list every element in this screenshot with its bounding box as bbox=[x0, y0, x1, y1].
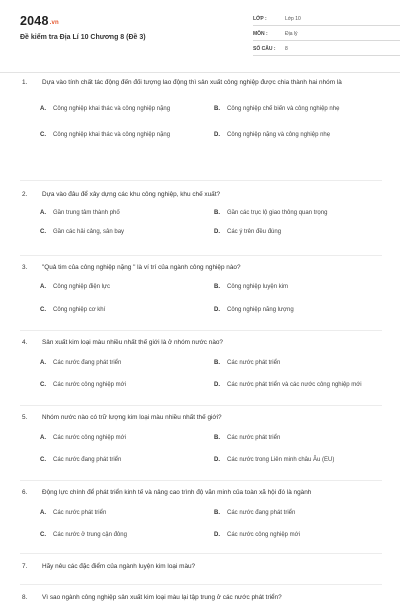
meta-subject bbox=[253, 28, 400, 41]
question-list bbox=[20, 78, 382, 601]
option-letter: A. bbox=[40, 106, 46, 112]
exam-title: Đề kiểm tra Địa Lí 10 Chương 8 (Đề 3) bbox=[20, 34, 146, 41]
option-text: Các nước đang phát triển bbox=[53, 457, 122, 463]
question-body: "Quả tim của công nghiệp nặng " là ví trí của ngành công nghiệp nào? bbox=[42, 264, 241, 271]
option-text: Các nước trong Liên minh châu Âu (EU) bbox=[227, 457, 335, 463]
option-text: Công nghiệp năng lượng bbox=[227, 307, 294, 313]
question-text bbox=[20, 190, 382, 199]
option-row bbox=[40, 131, 382, 140]
exam-meta bbox=[253, 13, 400, 58]
option-b[interactable] bbox=[214, 105, 382, 114]
option-text: Công nghiệp chế biến và công nghiệp nhẹ bbox=[227, 106, 340, 112]
question-body: Dựa vào đâu để xây dựng các khu công nghiệp, khu chế xuất? bbox=[42, 191, 221, 198]
option-text: Các nước đang phát triển bbox=[53, 360, 122, 366]
option-letter: A. bbox=[40, 510, 46, 516]
option-a[interactable] bbox=[40, 283, 208, 292]
question-body: Nhóm nước nào có trữ lượng kim loại màu nhiều nhất thế giới? bbox=[42, 414, 222, 421]
meta-class bbox=[253, 13, 400, 26]
option-text: Các ý trên đều đúng bbox=[227, 229, 282, 235]
question-number: 5. bbox=[22, 414, 28, 421]
option-text: Các nước phát triển và các nước công nghiệp mới bbox=[227, 382, 362, 388]
question-8 bbox=[20, 593, 382, 602]
option-letter: A. bbox=[40, 360, 46, 366]
option-text: Gần các trục lộ giao thông quan trọng bbox=[227, 210, 328, 216]
option-b[interactable] bbox=[214, 359, 382, 368]
question-separator bbox=[20, 405, 382, 406]
question-text bbox=[20, 593, 382, 602]
option-c[interactable] bbox=[40, 381, 208, 390]
header bbox=[20, 0, 382, 62]
option-a[interactable] bbox=[40, 509, 208, 518]
site-logo[interactable]: 2048.vn bbox=[20, 14, 59, 28]
question-number: 8. bbox=[22, 594, 28, 601]
option-text: Công nghiệp khai thác và công nghiệp nặng bbox=[53, 106, 171, 112]
question-text bbox=[20, 263, 382, 272]
question-1 bbox=[20, 78, 382, 138]
option-text: Công nghiệp cơ khí bbox=[53, 307, 106, 313]
question-body: Dựa vào tính chất tác động đến đối tượng lao động thì sản xuất công nghiệp được chia thành hai nhóm là bbox=[42, 79, 342, 86]
option-text: Các nước phát triển bbox=[53, 510, 107, 516]
option-c[interactable] bbox=[40, 456, 208, 465]
option-text: Các nước công nghiệp mới bbox=[53, 382, 126, 388]
option-text: Các nước phát triển bbox=[227, 360, 281, 366]
option-a[interactable] bbox=[40, 434, 208, 443]
option-d[interactable] bbox=[214, 531, 382, 540]
option-c[interactable] bbox=[40, 131, 208, 140]
header-divider bbox=[0, 72, 400, 73]
option-letter: C. bbox=[40, 132, 46, 138]
option-row bbox=[40, 283, 382, 292]
option-letter: C. bbox=[40, 457, 46, 463]
option-row bbox=[40, 209, 382, 218]
meta-label: SỐ CÂU : bbox=[253, 46, 276, 52]
option-letter: A. bbox=[40, 435, 46, 441]
question-text bbox=[20, 338, 382, 347]
option-letter: B. bbox=[214, 435, 220, 441]
meta-question-count bbox=[253, 43, 400, 56]
question-number: 1. bbox=[22, 79, 28, 86]
option-row bbox=[40, 531, 382, 540]
option-letter: D. bbox=[214, 532, 220, 538]
question-body: Hãy nêu các đặc điểm của ngành luyện kim loại màu? bbox=[42, 563, 196, 570]
option-text: Công nghiệp nặng và công nghiệp nhẹ bbox=[227, 132, 331, 138]
option-text: Các nước phát triển bbox=[227, 435, 281, 441]
option-a[interactable] bbox=[40, 105, 208, 114]
question-number: 7. bbox=[22, 563, 28, 570]
option-letter: D. bbox=[214, 229, 220, 235]
question-6 bbox=[20, 488, 382, 538]
option-text: Các nước công nghiệp mới bbox=[53, 435, 126, 441]
option-letter: D. bbox=[214, 132, 220, 138]
option-letter: C. bbox=[40, 532, 46, 538]
question-separator bbox=[20, 584, 382, 585]
question-number: 2. bbox=[22, 191, 28, 198]
option-text: Công nghiệp khai thác và công nghiệp nặng bbox=[53, 132, 171, 138]
option-text: Gần các hải cảng, sân bay bbox=[53, 229, 125, 235]
option-letter: C. bbox=[40, 229, 46, 235]
meta-value: Lớp 10 bbox=[285, 16, 301, 22]
option-text: Các nước ở trung cận đông bbox=[53, 532, 127, 538]
option-text: Công nghiệp điện lực bbox=[53, 284, 111, 290]
option-b[interactable] bbox=[214, 509, 382, 518]
question-5 bbox=[20, 413, 382, 463]
question-separator bbox=[20, 480, 382, 481]
option-letter: A. bbox=[40, 284, 46, 290]
question-text bbox=[20, 78, 382, 87]
option-row bbox=[40, 381, 382, 390]
meta-value: 8 bbox=[285, 46, 288, 52]
option-b[interactable] bbox=[214, 283, 382, 292]
question-body: Động lực chính để phát triển kinh tế và nâng cao trình độ văn minh của toàn xã hội đó là ngành bbox=[42, 489, 312, 496]
option-b[interactable] bbox=[214, 209, 382, 218]
option-letter: C. bbox=[40, 382, 46, 388]
option-c[interactable] bbox=[40, 531, 208, 540]
option-letter: B. bbox=[214, 284, 220, 290]
option-d[interactable] bbox=[214, 131, 382, 140]
question-text bbox=[20, 413, 382, 422]
option-b[interactable] bbox=[214, 434, 382, 443]
question-text bbox=[20, 488, 382, 497]
option-letter: D. bbox=[214, 307, 220, 313]
option-a[interactable] bbox=[40, 209, 208, 218]
option-text: Công nghiệp luyện kim bbox=[227, 284, 289, 290]
option-row bbox=[40, 456, 382, 465]
question-3 bbox=[20, 263, 382, 313]
option-d[interactable] bbox=[214, 228, 382, 237]
option-d[interactable] bbox=[214, 456, 382, 465]
question-separator bbox=[20, 255, 382, 256]
option-d[interactable] bbox=[214, 381, 382, 390]
option-letter: D. bbox=[214, 457, 220, 463]
question-separator bbox=[20, 330, 382, 331]
option-a[interactable] bbox=[40, 359, 208, 368]
question-7 bbox=[20, 562, 382, 571]
option-row bbox=[40, 228, 382, 237]
question-text bbox=[20, 562, 382, 571]
question-separator bbox=[20, 180, 382, 181]
option-letter: D. bbox=[214, 382, 220, 388]
meta-label: LỚP : bbox=[253, 16, 267, 22]
option-c[interactable] bbox=[40, 306, 208, 315]
option-letter: B. bbox=[214, 360, 220, 366]
option-row bbox=[40, 434, 382, 443]
question-2 bbox=[20, 190, 382, 235]
option-row bbox=[40, 105, 382, 114]
question-number: 3. bbox=[22, 264, 28, 271]
option-row bbox=[40, 509, 382, 518]
meta-value: Địa lý bbox=[285, 31, 298, 37]
option-d[interactable] bbox=[214, 306, 382, 315]
question-separator bbox=[20, 553, 382, 554]
option-letter: B. bbox=[214, 210, 220, 216]
option-letter: A. bbox=[40, 210, 46, 216]
option-text: Các nước công nghiệp mới bbox=[227, 532, 300, 538]
option-letter: B. bbox=[214, 106, 220, 112]
question-body: Vì sao ngành công nghiệp sản xuất kim loại màu lại tập trung ở các nước phát triển? bbox=[42, 594, 282, 601]
option-row bbox=[40, 359, 382, 368]
question-number: 6. bbox=[22, 489, 28, 496]
option-letter: C. bbox=[40, 307, 46, 313]
question-number: 4. bbox=[22, 339, 28, 346]
option-letter: B. bbox=[214, 510, 220, 516]
option-c[interactable] bbox=[40, 228, 208, 237]
option-text: Gần trung tâm thành phố bbox=[53, 210, 120, 216]
question-4 bbox=[20, 338, 382, 388]
meta-label: MÔN : bbox=[253, 31, 268, 37]
option-row bbox=[40, 306, 382, 315]
option-text: Các nước đang phát triển bbox=[227, 510, 296, 516]
question-body: Sản xuất kim loại màu nhiều nhất thế giới là ở nhóm nước nào? bbox=[42, 339, 223, 346]
